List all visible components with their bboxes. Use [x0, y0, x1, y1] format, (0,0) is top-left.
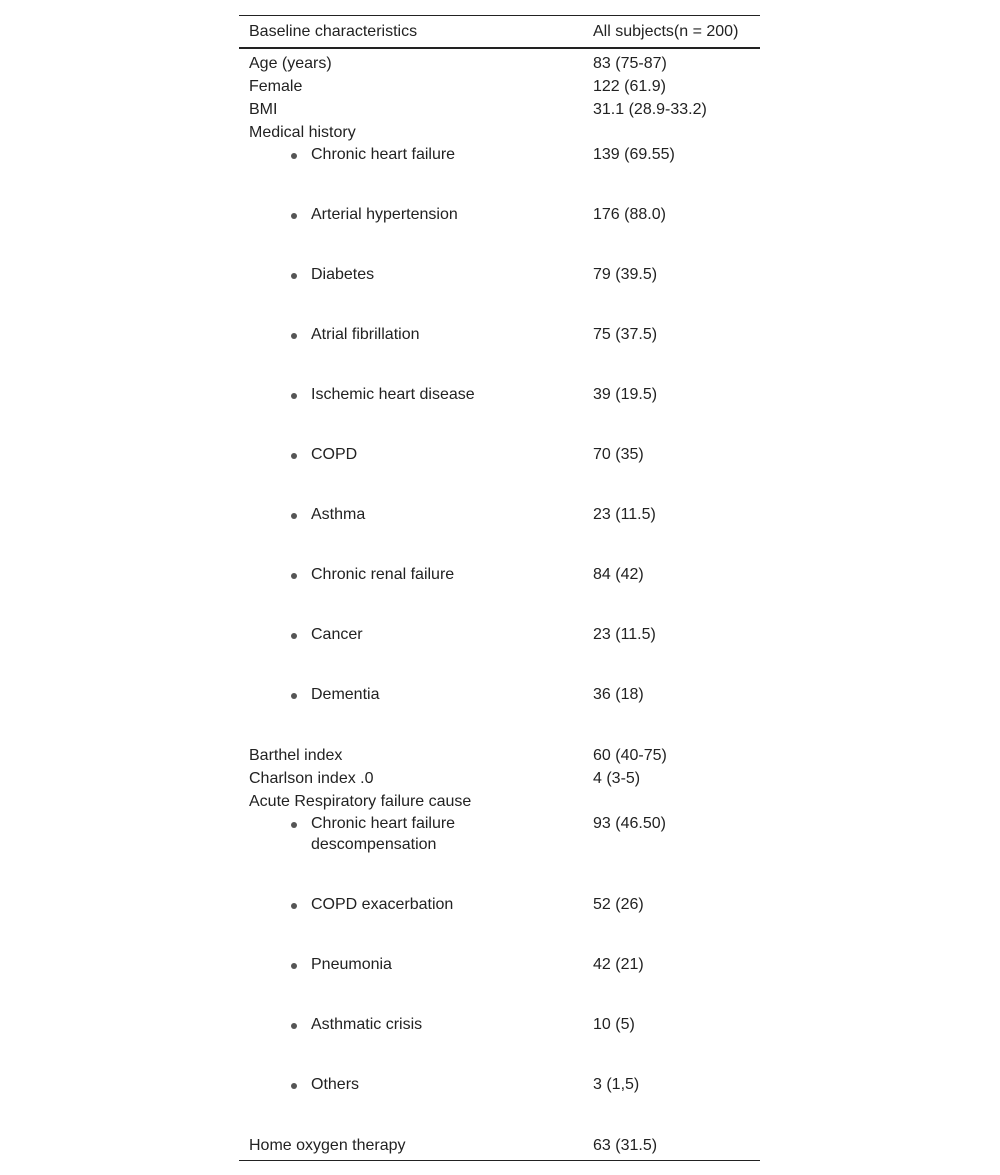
item-label: Pneumonia — [311, 956, 392, 973]
item-label: Arterial hypertension — [311, 206, 458, 223]
table-row — [239, 1134, 760, 1160]
bullet-icon — [291, 693, 297, 699]
bullet-icon — [291, 903, 297, 909]
section-label: Medical history — [249, 124, 356, 141]
list-item — [239, 954, 760, 1014]
bullet-icon — [291, 573, 297, 579]
bullet-icon — [291, 213, 297, 219]
table-row — [239, 744, 760, 767]
item-value: 70 (35) — [593, 446, 644, 463]
row-value: 4 (3-5) — [593, 770, 641, 787]
list-item — [239, 324, 760, 384]
header-characteristics: Baseline characteristics — [249, 23, 418, 40]
row-value: 60 (40-75) — [593, 747, 667, 764]
bullet-icon — [291, 153, 297, 159]
list-item — [239, 264, 760, 324]
section-row-medical-history — [239, 121, 760, 144]
item-label: COPD exacerbation — [311, 896, 454, 913]
list-item — [239, 144, 760, 204]
table-row — [239, 52, 760, 75]
table-row — [239, 767, 760, 790]
item-value: 3 (1,5) — [593, 1076, 640, 1093]
item-value: 10 (5) — [593, 1016, 635, 1033]
item-label: COPD — [311, 446, 358, 463]
list-item — [239, 444, 760, 504]
list-item — [239, 1074, 760, 1134]
item-value: 84 (42) — [593, 566, 644, 583]
list-item — [239, 894, 760, 954]
list-item — [239, 384, 760, 444]
bullet-icon — [291, 453, 297, 459]
list-item — [239, 564, 760, 624]
item-value: 23 (11.5) — [593, 506, 656, 523]
row-label: Age (years) — [249, 55, 332, 72]
section-label: Acute Respiratory failure cause — [249, 793, 472, 810]
item-label: Diabetes — [311, 266, 375, 283]
row-value: 31.1 (28.9-33.2) — [593, 101, 707, 118]
row-label: Home oxygen therapy — [249, 1137, 406, 1154]
list-item — [239, 813, 760, 894]
section-row-arf-cause — [239, 790, 760, 813]
header-all-subjects: All subjects(n = 200) — [593, 23, 739, 40]
item-label: Chronic heart failure descompensation — [311, 815, 456, 853]
bullet-icon — [291, 963, 297, 969]
row-value: 63 (31.5) — [593, 1137, 658, 1154]
item-value: 139 (69.55) — [593, 146, 675, 163]
bullet-icon — [291, 513, 297, 519]
item-label: Asthma — [311, 506, 366, 523]
item-value: 75 (37.5) — [593, 326, 658, 343]
table-row — [239, 98, 760, 121]
item-value: 93 (46.50) — [593, 815, 666, 832]
item-label: Others — [311, 1076, 360, 1093]
table-header-row — [239, 16, 760, 49]
bullet-icon — [291, 393, 297, 399]
item-value: 36 (18) — [593, 686, 644, 703]
item-value: 39 (19.5) — [593, 386, 658, 403]
item-value: 23 (11.5) — [593, 626, 656, 643]
item-value: 42 (21) — [593, 956, 644, 973]
row-value: 83 (75-87) — [593, 55, 667, 72]
bullet-icon — [291, 333, 297, 339]
row-label: Charlson index .0 — [249, 770, 374, 787]
row-label: Female — [249, 78, 303, 95]
item-label: Chronic renal failure — [311, 566, 455, 583]
row-value: 122 (61.9) — [593, 78, 666, 95]
item-label: Dementia — [311, 686, 380, 703]
bullet-icon — [291, 1083, 297, 1089]
row-label: BMI — [249, 101, 278, 118]
item-value: 52 (26) — [593, 896, 644, 913]
bullet-icon — [291, 273, 297, 279]
row-label: Barthel index — [249, 747, 343, 764]
list-item — [239, 204, 760, 264]
baseline-characteristics-table — [239, 15, 760, 1161]
item-label: Chronic heart failure — [311, 146, 456, 163]
list-item — [239, 1014, 760, 1074]
item-label: Ischemic heart disease — [311, 386, 475, 403]
bullet-icon — [291, 822, 297, 828]
item-label: Cancer — [311, 626, 363, 643]
list-item — [239, 504, 760, 564]
bullet-icon — [291, 633, 297, 639]
list-item — [239, 624, 760, 684]
bullet-icon — [291, 1023, 297, 1029]
table-row — [239, 75, 760, 98]
list-item — [239, 684, 760, 744]
item-label: Asthmatic crisis — [311, 1016, 423, 1033]
item-value: 176 (88.0) — [593, 206, 666, 223]
item-value: 79 (39.5) — [593, 266, 658, 283]
item-label: Atrial fibrillation — [311, 326, 420, 343]
